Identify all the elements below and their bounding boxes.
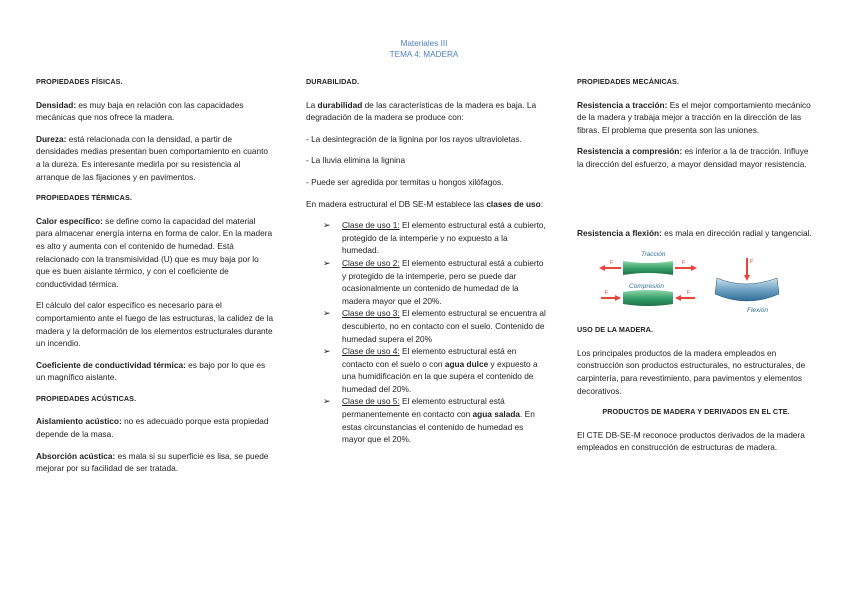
- text-absorcion: es mala si su superficie es lisa, se puede mejorar por su facilidad de ser tratada.: [36, 450, 269, 474]
- text-clase-2: El elemento estructural está a cubierto y protegido de la intemperie, pero se puede dar ocasionalmente un contenido de humedad de la madera mayor que el 20%.: [342, 257, 544, 306]
- text-clase-5b: . En estas circunstancias el contenido de humedad es mayor que el 20%.: [342, 409, 535, 445]
- list-item-clase-4: [342, 345, 546, 395]
- cause-lluvia: - La lluvia elimina la lignina: [306, 155, 406, 166]
- text-densidad: es muy baja en relación con las capacidades mecánicas que nos ofrece la madera.: [36, 99, 244, 123]
- term-densidad: Densidad:: [36, 99, 77, 110]
- term-agua-salada: agua salada: [472, 409, 521, 420]
- compresion-bar-icon: [601, 290, 695, 306]
- term-absorcion: Absorción acústica:: [36, 450, 116, 461]
- list-item-clase-3: [342, 307, 546, 345]
- column-mechanical-properties: [577, 76, 815, 463]
- force-label-compresion-left: F: [605, 290, 609, 297]
- paragraph-aislamiento: [36, 415, 274, 440]
- text-dureza: está relacionada con la densidad, a partir de densidades medias presentan buen comportamiento en cuanto a la dureza. Es interesante medirla por su resistencia al arranque de las fijaciones y en pavimentos.: [36, 133, 269, 182]
- paragraph-db-se-m: [306, 198, 546, 211]
- term-coeficiente: Coeficiente de conductividad térmica:: [36, 359, 186, 370]
- flexion-beam-icon: [715, 258, 779, 301]
- text-intro-b: de las características de la madera es baja. La degradación de la madera se produce con:: [306, 99, 537, 123]
- section-title-mecanicas: PROPIEDADES MECÁNICAS.: [577, 77, 680, 86]
- paragraph-durabilidad: [306, 99, 546, 124]
- text-clase-4b: y expuesto a una humidificación en la que supera el contenido de humedad del 20%.: [342, 358, 538, 394]
- cause-termitas: - Puede ser agredida por termitas u hongos xilófagos.: [306, 176, 504, 187]
- paragraph-uso: Los principales productos de la madera empleados en construcción son productos estructurales, no estructurales, de carpintería, para revestimiento, para pavimentos y elementos decorativos.: [577, 347, 806, 396]
- section-title-productos: PRODUCTOS DE MADERA Y DERIVADOS EN EL CTE.: [602, 407, 790, 417]
- text-db-end: :: [540, 198, 544, 209]
- label-compresion: Compresión: [629, 283, 665, 291]
- text-intro-a: La: [306, 99, 318, 110]
- list-clases-de-uso: [306, 219, 546, 446]
- term-agua-dulce: agua dulce: [444, 358, 489, 369]
- term-dureza: Dureza:: [36, 133, 67, 144]
- section-title-termicas: PROPIEDADES TÉRMICAS.: [36, 193, 132, 203]
- list-item-clase-2: [342, 257, 546, 307]
- label-traccion: Tracción: [641, 251, 666, 259]
- section-title-durabilidad: DURABILIDAD.: [306, 77, 360, 86]
- force-label-flexion: F: [750, 259, 754, 266]
- term-aislamiento: Aislamiento acústico:: [36, 416, 122, 427]
- list-item-clase-5: [342, 395, 546, 445]
- text-flexion: es mala en dirección radial y tangencial.: [661, 227, 812, 238]
- paragraph-dureza: [36, 133, 274, 183]
- paragraph-compresion: [577, 145, 815, 170]
- text-clase-5a: El elemento estructural está permanentemente en contacto con: [342, 396, 505, 420]
- text-compresion: es inferior a la de tracción. Influye la dirección del esfuerzo, a mayor densidad mayor resistencia.: [577, 146, 809, 169]
- label-flexion: Flexión: [747, 307, 768, 315]
- term-flexion: Resistencia a flexión:: [577, 227, 662, 238]
- text-aislamiento: no es adecuado porque esta propiedad depende de la masa.: [36, 416, 269, 440]
- list-item-clase-1: [342, 219, 546, 257]
- text-coeficiente: es bajo por lo que es un magnífico aislante.: [36, 359, 266, 383]
- paragraph-absorcion: [36, 450, 274, 475]
- force-label-compresion-right: F: [687, 290, 691, 297]
- term-durabilidad: durabilidad: [317, 99, 363, 110]
- term-calor: Calor específico:: [36, 215, 103, 226]
- paragraph-densidad: [36, 99, 274, 124]
- paragraph-calor: [36, 215, 274, 291]
- text-clase-3: El elemento estructural se encuentra al descubierto, no en contacto con el suelo. Contenido de humedad supera el 20%: [342, 308, 546, 344]
- label-clase-4: Clase de uso 4:: [342, 346, 400, 357]
- text-traccion: Es el mejor comportamiento mecánico de la madera y trabaja mejor a tracción en la dirección de las fibras. El problema que presenta son las uniones.: [577, 99, 811, 135]
- text-clase-4a: El elemento estructural está en contacto con el suelo o con: [342, 346, 517, 369]
- text-clase-1: El elemento estructural está a cubierto, protegido de la intemperie y no expuesto a la humedad.: [342, 220, 546, 256]
- force-label-traccion-left: F: [610, 260, 614, 267]
- column-durability: [306, 76, 546, 446]
- force-label-traccion-right: F: [682, 260, 686, 267]
- label-clase-5: Clase de uso 5:: [342, 396, 400, 407]
- label-clase-3: Clase de uso 3:: [342, 308, 400, 319]
- term-compresion: Resistencia a compresión:: [577, 146, 683, 157]
- term-clases-de-uso: clases de uso: [486, 198, 541, 209]
- text-db: En madera estructural el DB SE-M establece las: [306, 198, 487, 209]
- section-title-fisicas: PROPIEDADES FÍSICAS.: [36, 77, 123, 86]
- stress-diagram-svg: [597, 248, 787, 314]
- paragraph-coeficiente: [36, 359, 274, 384]
- paragraph-calculo: El cálculo del calor específico es necesario para el comportamiento ante el fuego de las estructuras, la calidez de la madera y la deformación de los elementos estructurales durante un incendio.: [36, 300, 274, 349]
- section-title-uso: USO DE LA MADERA.: [577, 325, 654, 335]
- column-physical-properties: [36, 76, 274, 484]
- label-clase-1: Clase de uso 1:: [342, 220, 400, 231]
- page-header: [0, 38, 848, 60]
- paragraph-traccion: [577, 99, 815, 137]
- section-title-acusticas: PROPIEDADES ACÚSTICAS.: [36, 393, 137, 403]
- stress-diagram: [597, 248, 787, 314]
- text-calor: se define como la capacidad del material para almacenar energía interna en forma de calor. En la madera es alto y aumenta con el contenido de humedad. Está relacionado con la transmisividad (U) que es muy baja por lo que es buen aislante térmico, y con el coeficiente de conductividad térmica.: [36, 215, 273, 289]
- topic-title: TEMA 4: MADERA: [389, 50, 459, 59]
- label-clase-2: Clase de uso 2:: [342, 257, 400, 268]
- paragraph-cte: El CTE DB-SE-M reconoce productos derivados de la madera empleados en construcción de estructuras de madera.: [577, 429, 805, 453]
- cause-lignina: - La desintegración de la lignina por los rayos ultravioletas.: [306, 133, 522, 144]
- subject-title: Materiales III: [400, 39, 448, 48]
- term-traccion: Resistencia a tracción:: [577, 99, 668, 110]
- paragraph-flexion: [577, 227, 815, 240]
